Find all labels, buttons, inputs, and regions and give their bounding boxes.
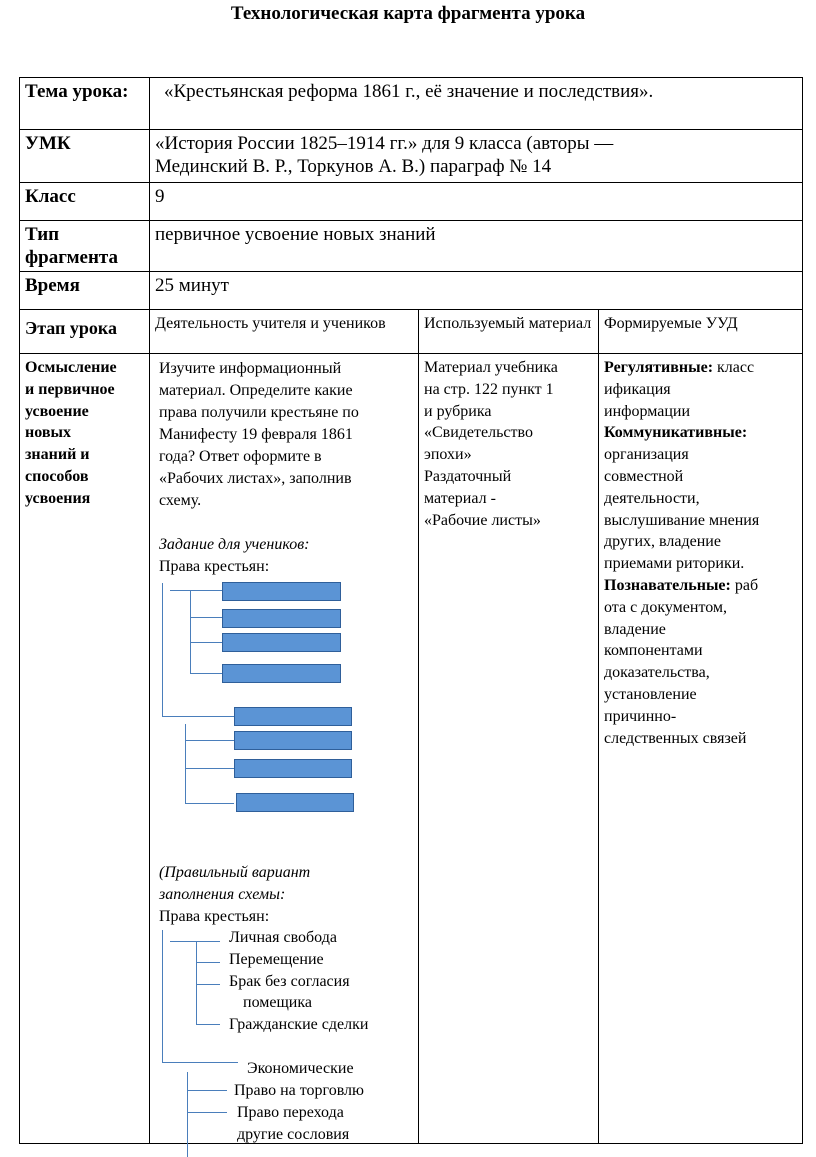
stage-line: новых <box>25 424 71 442</box>
stage-line: Осмысление <box>25 359 117 376</box>
umk-value-line1: «История России 1825–1914 гг.» для 9 класса (авторы — <box>155 133 614 154</box>
answer-movement: Перемещение <box>229 951 324 968</box>
uud-reg-label: Регулятивные: <box>604 359 714 376</box>
topic-value: «Крестьянская реформа 1861 г., её значение и последствия». <box>150 78 803 130</box>
lesson-card-table <box>19 77 803 1144</box>
row-fragment-type <box>20 221 803 272</box>
time-value: 25 минут <box>150 272 803 310</box>
uud-line: установление <box>604 685 697 703</box>
uud-line: ификация <box>604 380 671 398</box>
material-line: эпохи» <box>424 446 472 464</box>
task-label: Задание для учеников: <box>159 536 310 553</box>
material-line: «Рабочие листы» <box>424 511 541 529</box>
stage-line: знаний и <box>25 446 90 464</box>
answer-trade-right: Право на торговлю <box>234 1082 364 1099</box>
fragment-type-label-line1: Тип <box>25 224 60 245</box>
uud-reg-text: класс <box>713 359 755 376</box>
col-stage-header: Этап урока <box>20 310 150 354</box>
stage-line: усвоения <box>25 489 91 507</box>
row-grade <box>20 183 803 221</box>
answer-civil-deals: Гражданские сделки <box>229 1016 369 1033</box>
uud-line: деятельности, <box>604 489 700 507</box>
umk-value-line2: Мединский В. Р., Торкунов А. В.) параграф № 14 <box>155 156 552 177</box>
uud-regulative <box>604 357 797 379</box>
instruction-line: года? Ответ оформите в <box>159 448 322 465</box>
uud-comm-label: Коммуникативные: <box>604 424 748 442</box>
material-line: «Свидетельство <box>424 424 533 442</box>
uud-cell <box>599 354 803 1144</box>
rights-label-2: Права крестьян: <box>159 908 270 925</box>
row-stage-content <box>20 354 803 1144</box>
stage-line: и первичное <box>25 380 115 398</box>
material-line: Раздаточный <box>424 467 512 485</box>
uud-line: доказательства, <box>604 664 710 682</box>
uud-line: организация <box>604 446 689 464</box>
instruction-line: «Рабочих листах», заполнив <box>159 470 352 487</box>
fragment-type-label <box>20 221 150 272</box>
uud-cog-label: Познавательные: <box>604 576 731 594</box>
uud-line: совместной <box>604 467 684 485</box>
uud-line: ота с документом, <box>604 598 728 616</box>
uud-cog-text: раб <box>730 576 759 594</box>
row-umk <box>20 130 803 183</box>
uud-line: информации <box>604 402 691 420</box>
page-title: Технологическая карта фрагмента урока <box>230 3 586 24</box>
uud-line: владение <box>604 620 666 638</box>
row-columns-header <box>20 310 803 354</box>
uud-line: выслушивание мнения <box>604 511 760 529</box>
answer-marriage: Брак без согласия <box>229 973 350 990</box>
rights-label: Права крестьян: <box>159 558 270 575</box>
row-time <box>20 272 803 310</box>
uud-line: компонентами <box>604 642 703 660</box>
col-uud-header: Формируемые УУД <box>599 310 803 354</box>
time-label: Время <box>20 272 150 310</box>
uud-line: следственных связей <box>604 729 747 747</box>
answer-personal-freedom: Личная свобода <box>229 929 337 946</box>
answer-economic-label: Экономические <box>247 1060 354 1077</box>
material-cell <box>419 354 599 1144</box>
stage-line: усвоение <box>25 402 89 420</box>
row-topic <box>20 78 803 130</box>
instruction-line: Манифесту 19 февраля 1861 <box>159 426 353 443</box>
fragment-type-label-line2: фрагмента <box>25 247 118 268</box>
col-material-header: Используемый материал <box>419 310 599 354</box>
material-line: материал - <box>424 489 496 507</box>
instruction-line: Изучите информационный <box>159 360 342 377</box>
col-activity-header: Деятельность учителя и учеников <box>150 310 419 354</box>
correct-label-line2: заполнения схемы: <box>159 886 286 903</box>
uud-line: причинно- <box>604 707 677 725</box>
material-line: и рубрика <box>424 402 492 420</box>
instruction-line: права получили крестьяне по <box>159 404 359 421</box>
instruction-line: материал. Определите какие <box>159 382 353 399</box>
stage-cell <box>20 354 150 1144</box>
answer-marriage-cont: помещика <box>243 994 312 1011</box>
fragment-type-value: первичное усвоение новых знаний <box>150 221 803 272</box>
instruction-line: схему. <box>159 492 202 509</box>
material-line: Материал учебника <box>424 359 558 376</box>
grade-value: 9 <box>150 183 803 221</box>
activity-cell <box>150 354 419 1144</box>
topic-label: Тема урока: <box>20 78 150 130</box>
answer-transfer-right: Право перехода <box>237 1104 344 1121</box>
uud-line: других, владение <box>604 533 721 551</box>
uud-line: приемами риторики. <box>604 555 745 573</box>
umk-label: УМК <box>20 130 150 183</box>
uud-cognitive <box>604 575 797 597</box>
umk-value <box>150 130 803 183</box>
correct-label-line1: (Правильный вариант <box>159 864 311 881</box>
stage-line: способов <box>25 467 89 485</box>
material-line: на стр. 122 пункт 1 <box>424 380 554 398</box>
grade-label: Класс <box>20 183 150 221</box>
answer-transfer-right-cont: другие сословия <box>237 1126 350 1143</box>
